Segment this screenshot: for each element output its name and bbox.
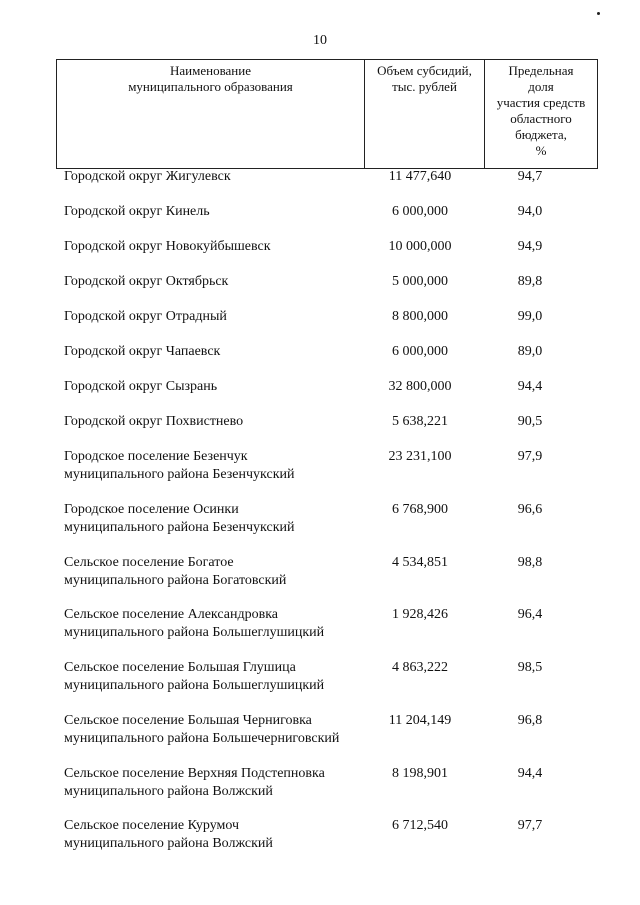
header-share-line: доля xyxy=(528,79,554,94)
row-amount: 10 000,000 xyxy=(388,239,452,254)
row-name xyxy=(64,448,374,484)
header-share-line: участия средств xyxy=(496,95,586,110)
row-name-line: муниципального района Большечерниговский xyxy=(64,731,340,746)
row-name xyxy=(64,413,374,431)
row-amount: 4 534,851 xyxy=(392,555,448,570)
row-share: 94,7 xyxy=(517,169,543,184)
row-name xyxy=(64,378,374,396)
row-name xyxy=(64,168,374,186)
header-share-line: областного xyxy=(510,111,572,126)
row-name-line: Сельское поселение Большая Глушица xyxy=(64,660,296,675)
row-share: 94,0 xyxy=(517,204,543,219)
row-name-line: Городской округ Отрадный xyxy=(64,309,227,324)
row-amount: 8 198,901 xyxy=(392,766,448,781)
row-name xyxy=(64,712,374,748)
row-share: 98,5 xyxy=(517,660,543,675)
row-share: 96,4 xyxy=(517,607,543,622)
row-name-line: Сельское поселение Большая Черниговка xyxy=(64,713,312,728)
row-share: 99,0 xyxy=(517,309,543,324)
page-number: 10 xyxy=(313,33,327,48)
row-share: 96,6 xyxy=(517,502,543,517)
row-name-line: Городской округ Октябрьск xyxy=(64,274,229,289)
row-share: 98,8 xyxy=(517,555,543,570)
row-name-line: Городской округ Похвистнево xyxy=(64,414,244,429)
row-name-line: муниципального района Большеглушицкий xyxy=(64,678,325,693)
row-name-line: Сельское поселение Верхняя Подстепновка xyxy=(64,766,325,781)
row-share: 97,7 xyxy=(517,818,543,833)
row-amount: 5 638,221 xyxy=(392,414,448,429)
row-amount: 5 000,000 xyxy=(392,274,448,289)
row-amount: 6 768,900 xyxy=(392,502,448,517)
row-name xyxy=(64,343,374,361)
row-name xyxy=(64,308,374,326)
row-amount: 32 800,000 xyxy=(388,379,452,394)
row-amount: 6 000,000 xyxy=(392,204,448,219)
row-name-line: муниципального района Волжский xyxy=(64,836,273,851)
row-share: 94,4 xyxy=(517,379,543,394)
row-name xyxy=(64,273,374,291)
row-share: 94,4 xyxy=(517,766,543,781)
row-name xyxy=(64,203,374,221)
row-share: 89,8 xyxy=(517,274,543,289)
row-name-line: муниципального района Волжский xyxy=(64,784,273,799)
header-name-line: муниципального образования xyxy=(128,79,293,94)
row-name-line: муниципального района Безенчукский xyxy=(64,520,295,535)
row-share: 97,9 xyxy=(517,449,543,464)
row-amount: 6 000,000 xyxy=(392,344,448,359)
row-name-line: Сельское поселение Александровка xyxy=(64,607,279,622)
row-name-line: муниципального района Богатовский xyxy=(64,573,287,588)
row-name xyxy=(64,817,374,853)
row-name xyxy=(64,501,374,537)
header-amount-line: тыс. рублей xyxy=(392,79,457,94)
header-amount-line: Объем субсидий, xyxy=(377,63,472,78)
row-amount: 8 800,000 xyxy=(392,309,448,324)
row-name-line: Городской округ Новокуйбышевск xyxy=(64,239,271,254)
header-name-line: Наименование xyxy=(170,63,251,78)
row-share: 90,5 xyxy=(517,414,543,429)
row-amount: 11 477,640 xyxy=(388,169,452,184)
row-amount: 1 928,426 xyxy=(392,607,448,622)
row-name-line: Городской округ Чапаевск xyxy=(64,344,221,359)
row-amount: 6 712,540 xyxy=(392,818,448,833)
row-name-line: Городской округ Сызрань xyxy=(64,379,218,394)
row-name-line: Городское поселение Безенчук xyxy=(64,449,248,464)
row-amount: 11 204,149 xyxy=(388,713,452,728)
row-share: 94,9 xyxy=(517,239,543,254)
row-name xyxy=(64,765,374,801)
header-share-line: % xyxy=(535,143,547,158)
header-share-line: бюджета, xyxy=(515,127,567,142)
header-share-line: Предельная xyxy=(508,63,574,78)
row-name xyxy=(64,238,374,256)
row-amount: 23 231,100 xyxy=(388,449,452,464)
row-name-line: Городской округ Жигулевск xyxy=(64,169,231,184)
row-name xyxy=(64,554,374,590)
row-name-line: Сельское поселение Богатое xyxy=(64,555,234,570)
row-share: 89,0 xyxy=(517,344,543,359)
row-name-line: Сельское поселение Курумоч xyxy=(64,818,240,833)
row-name-line: муниципального района Большеглушицкий xyxy=(64,625,325,640)
row-name xyxy=(64,659,374,695)
row-share: 96,8 xyxy=(517,713,543,728)
row-name-line: Городское поселение Осинки xyxy=(64,502,239,517)
row-name-line: Городской округ Кинель xyxy=(64,204,210,219)
row-name-line: муниципального района Безенчукский xyxy=(64,467,295,482)
row-amount: 4 863,222 xyxy=(392,660,448,675)
row-name xyxy=(64,606,374,642)
